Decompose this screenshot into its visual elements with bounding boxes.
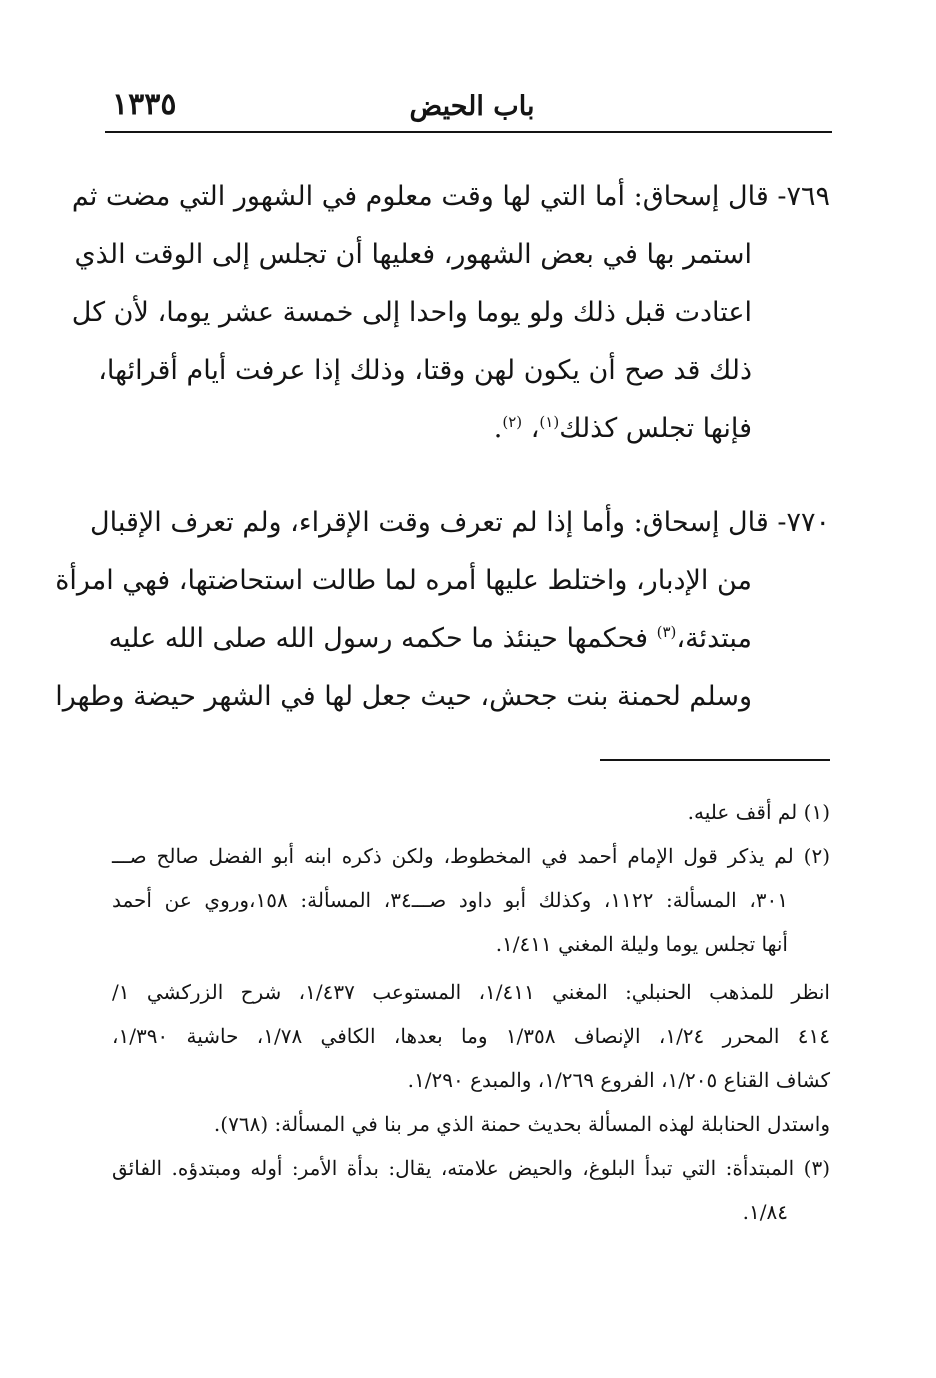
issue-769-line-4: ذلك قد صح أن يكون لهن وقتا، وذلك إذا عرفت أيام أقرائها، (98, 355, 752, 386)
issue-770-line-1: ٧٧٠- قال إسحاق: وأما إذا لم تعرف وقت الإقراء، ولم تعرف الإقبال (89, 507, 830, 538)
footnote-2-line-1: (٢) لم يذكر قول الإمام أحمد في المخطوط، ولكن ذكره ابنه أبو الفضل صالح صـــ (112, 844, 830, 868)
issue-769 (71, 168, 830, 458)
issue-769-line-1: ٧٦٩- قال إسحاق: أما التي لها وقت معلوم في الشهور التي مضت ثم (71, 181, 830, 212)
footnote-2-line-4: انظر للمذهب الحنبلي: المغني ١/٤١١، المستوعب ١/٤٣٧، شرح الزركشي ١/ (112, 980, 830, 1004)
issue-770 (55, 494, 830, 726)
issue-769-end-mark: . (493, 413, 503, 444)
footnote-ref-separator: ، (522, 413, 540, 444)
issue-769-line-5-text: فإنها تجلس كذلك (559, 413, 752, 444)
footnote-2-line-6: كشاف القناع ١/٢٠٥، الفروع ١/٢٦٩، والمبدع ١/٢٩٠. (407, 1068, 830, 1092)
issue-770-line-3-start: مبتدئة، (676, 623, 752, 654)
issue-769-line-3: اعتادت قبل ذلك ولو يوما واحدا إلى خمسة عشر يوما، لأن كل (71, 297, 752, 328)
footnote-2-line-2: ٣٠١، المسألة: ١١٢٢، وكذلك أبو داود صـــ٣٤، المسألة: ١٥٨،وروي عن أحمد (112, 888, 789, 912)
footnote-1: (١) لم أقف عليه. (687, 800, 830, 824)
issue-770-line-3 (108, 610, 752, 668)
footnote-ref-1[interactable]: (١) (539, 413, 560, 431)
running-title: باب الحيض (409, 91, 535, 122)
footnote-ref-3[interactable]: (٣) (656, 623, 677, 641)
footnote-2-line-3: أنها تجلس يوما وليلة المغني ١/٤١١. (495, 932, 788, 956)
footnote-3-line-1: (٣) المبتدأة: التي تبدأ البلوغ، والحيض علامته، يقال: بدأة الأمر: أوله ومبتدؤه. الفائق (112, 1156, 830, 1180)
issue-769-line-5 (112, 400, 752, 458)
page-number: ١٣٣٥ (112, 87, 177, 122)
footnote-3-line-2: ١/٨٤. (742, 1200, 788, 1224)
header-rule (105, 131, 832, 133)
issue-769-line-2: استمر بها في بعض الشهور، فعليها أن تجلس إلى الوقت الذي (74, 239, 752, 270)
footnote-2-line-7: واستدل الحنابلة لهذه المسألة بحديث حمنة الذي مر بنا في المسألة: (٧٦٨). (213, 1112, 830, 1136)
issue-770-line-3-rest: فحكمها حينئذ ما حكمه رسول الله صلى الله عليه (108, 623, 657, 654)
footnote-2-line-5: ٤١٤ المحرر ١/٢٤، الإنصاف ١/٣٥٨ وما بعدها، الكافي ١/٧٨، حاشية ١/٣٩٠، (112, 1024, 830, 1048)
issue-770-line-4: وسلم لحمنة بنت جحش، حيث جعل لها في الشهر حيضة وطهرا (55, 681, 752, 712)
footnotes (112, 790, 830, 1234)
issue-770-line-2: من الإدبار، واختلط عليها أمره لما طالت استحاضتها، فهي امرأة (55, 565, 752, 596)
footnote-separator (600, 759, 830, 761)
footnote-ref-2[interactable]: (٢) (502, 413, 523, 431)
